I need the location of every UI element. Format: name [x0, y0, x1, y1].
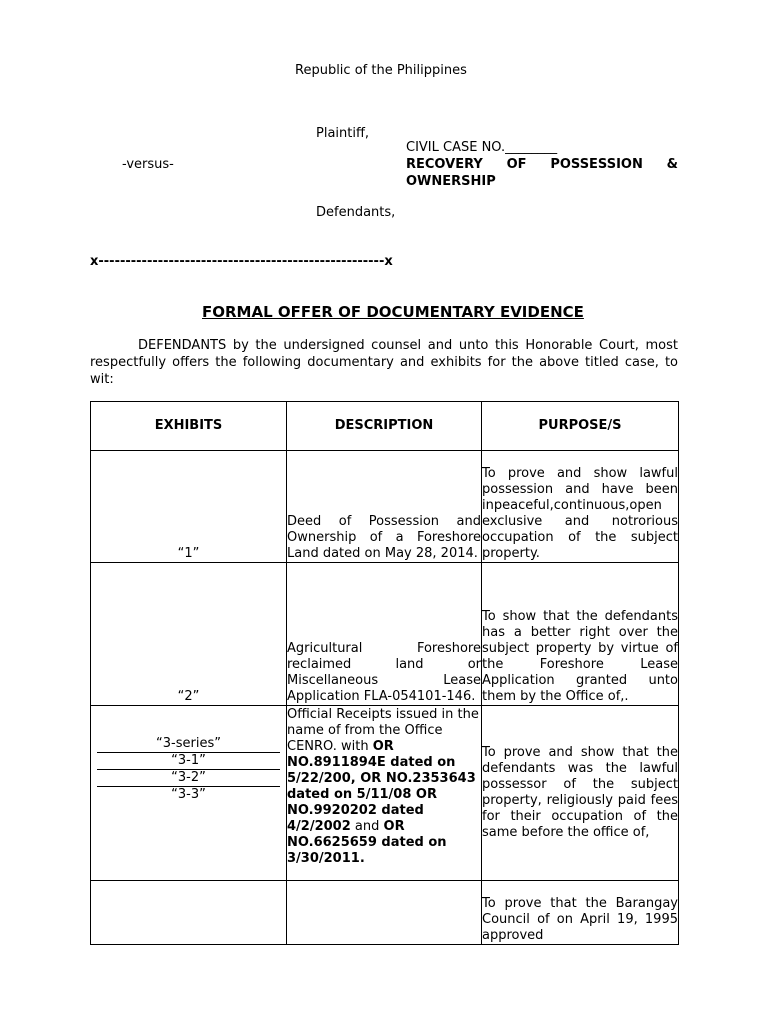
evidence-table: [90, 401, 679, 945]
description-cell: [287, 881, 482, 945]
description-cell: Deed of Possession and Ownership of a Foreshore Land dated on May 28, 2014.: [287, 451, 482, 563]
table-row: [91, 881, 679, 945]
description-part: and: [350, 819, 384, 834]
description-part: Official Receipts issued in the name of from the Office CENRO. with: [287, 707, 479, 754]
description-cell: [287, 706, 482, 881]
description-part: OR NO.2353643 dated on 5/11/08 OR NO.9920202 dated 4/2/2002: [287, 771, 476, 834]
description-cell: Agricultural Foreshore reclaimed land or Miscellaneous Lease Application FLA-054101-146.: [287, 563, 482, 706]
description-part: OR NO.6625659 dated on 3/30/2011.: [287, 819, 447, 866]
header-description: DESCRIPTION: [287, 402, 482, 451]
civil-case-number: CIVIL CASE NO.________: [406, 140, 558, 155]
exhibit-sub-item: “3-3”: [97, 786, 280, 803]
table-header-row: [91, 402, 679, 451]
exhibit-sub-item: “3-series”: [156, 736, 221, 751]
exhibit-cell: [91, 706, 287, 881]
defendants-label: Defendants,: [316, 205, 396, 220]
header-purpose: PURPOSE/S: [482, 402, 679, 451]
purpose-cell: To prove and show lawful possession and have been inpeaceful,continuous,open exclusive and notrorious occupation of the subject property.: [482, 451, 679, 563]
case-title-line2: OWNERSHIP: [406, 174, 496, 189]
table-row: [91, 563, 679, 706]
case-title-line1: RECOVERY OF POSSESSION &: [406, 157, 678, 172]
purpose-cell: To show that the defendants has a better right over the subject property by virtue of the Foreshore Lease Application granted unto them by the Office of,.: [482, 563, 679, 706]
header-exhibits: EXHIBITS: [91, 402, 287, 451]
republic-heading: Republic of the Philippines: [295, 63, 467, 78]
table-row: [91, 706, 679, 881]
exhibit-cell: “2”: [91, 563, 287, 706]
table-row: [91, 451, 679, 563]
exhibit-sub-item: “3-1”: [97, 752, 280, 769]
intro-text: DEFENDANTS by the undersigned counsel and unto this Honorable Court, most respectfully offers the following documentary and exhibits for the above titled case, to wit:: [90, 338, 678, 387]
plaintiff-label: Plaintiff,: [316, 126, 370, 141]
exhibit-cell: “1”: [91, 451, 287, 563]
exhibit-sub-item: “3-2”: [97, 769, 280, 786]
intro-paragraph: [90, 337, 678, 388]
document-title: FORMAL OFFER OF DOCUMENTARY EVIDENCE: [202, 303, 584, 321]
purpose-cell: To prove that the Barangay Council of on April 19, 1995 approved: [482, 881, 679, 945]
caption-divider: x-----------------------------------------------------x: [90, 254, 393, 269]
description-part: OR NO.8911894E dated on 5/22/200,: [287, 739, 456, 786]
purpose-cell: To prove and show that the defendants was the lawful possessor of the subject property, religiously paid fees for their occupation of the same before the office of,: [482, 706, 679, 881]
exhibit-cell: [91, 881, 287, 945]
versus-label: -versus-: [122, 157, 174, 172]
